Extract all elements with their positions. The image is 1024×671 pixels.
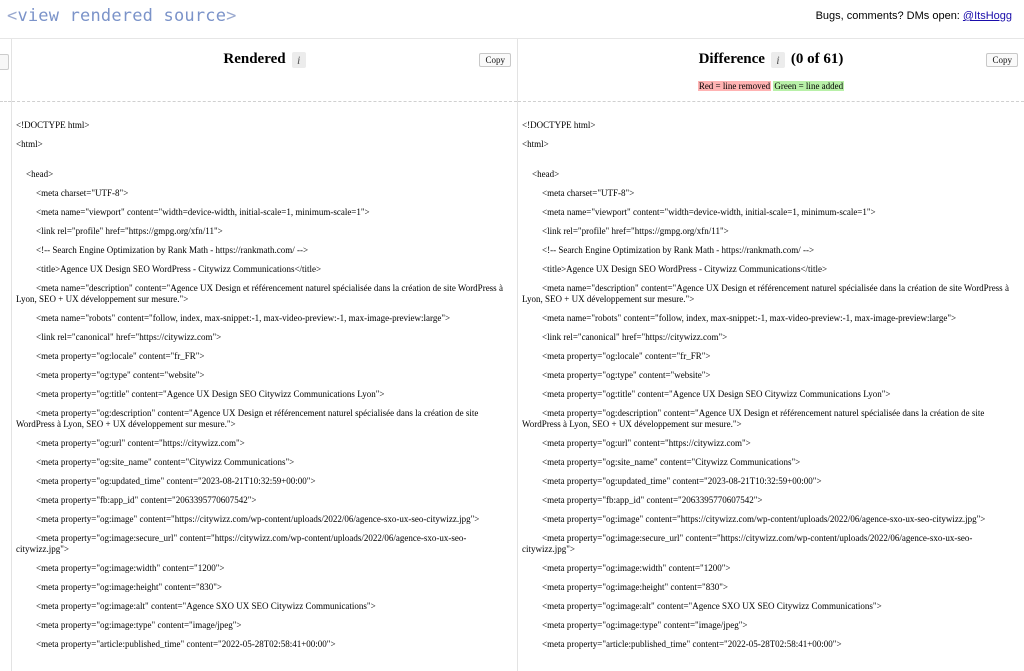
code-line: <meta property="og:updated_time" content="2023-08-21T10:32:59+00:00"> [36,476,316,486]
code-line: <meta property="og:site_name" content="Citywizz Communications"> [542,457,801,467]
code-line: <meta property="article:published_time" content="2022-05-28T02:58:41+00:00"> [36,639,336,649]
rendered-title: Rendered [223,51,286,67]
code-line: <meta property="og:title" content="Agence UX Design SEO Citywizz Communications Lyon"> [36,389,385,399]
code-line: <meta property="og:updated_time" content="2023-08-21T10:32:59+00:00"> [542,476,822,486]
code-line: <title>Agence UX Design SEO WordPress - Citywizz Communications</title> [36,264,322,274]
code-line: <meta name="robots" content="follow, index, max-snippet:-1, max-video-preview:-1, max-image-preview:large"> [36,313,451,323]
code-line: <meta property="og:description" content="Agence UX Design et référencement naturel spécialisée dans la création de site WordPress à Lyon, SEO + UX développement sur mesure."> [522,408,987,429]
code-line: <meta property="og:locale" content="fr_FR"> [36,351,205,361]
code-line: <!-- Search Engine Optimization by Rank Math - https://rankmath.com/ --> [542,245,815,255]
code-line: <link rel="profile" href="https://gmpg.org/xfn/11"> [542,226,729,236]
code-line: <meta property="fb:app_id" content="2063395770607542"> [36,495,257,505]
code-line: <meta property="og:image:height" content="830"> [36,582,222,592]
pane-divider [518,101,1024,102]
code-line: <meta property="og:image:secure_url" content="https://citywizz.com/wp-content/uploads/2022/06/agence-sxo-ux-seo-citywizz.jpg"> [16,533,467,554]
code-line: <meta property="og:image:type" content="image/jpeg"> [36,620,242,630]
info-icon[interactable]: i [771,52,785,68]
difference-pane [518,39,1024,671]
code-line: <link rel="profile" href="https://gmpg.org/xfn/11"> [36,226,223,236]
code-line: <meta property="og:image:height" content="830"> [542,582,728,592]
legend-removed: Red = line removed [698,81,771,91]
code-line: <meta name="viewport" content="width=device-width, initial-scale=1, minimum-scale=1"> [542,207,876,217]
code-line: <meta property="article:published_time" content="2022-05-28T02:58:41+00:00"> [542,639,842,649]
code-line: <meta property="og:image:type" content="image/jpeg"> [542,620,748,630]
rendered-heading [12,51,517,68]
difference-heading [518,51,1024,68]
twitter-handle-link[interactable]: @ItsHogg [962,10,1012,22]
rendered-code [16,120,511,658]
code-line: <title>Agence UX Design SEO WordPress - Citywizz Communications</title> [542,264,828,274]
code-line: <html> [16,139,43,149]
difference-title: Difference [698,51,765,67]
copy-difference-button[interactable]: Copy [986,53,1018,67]
code-line: <link rel="canonical" href="https://citywizz.com"> [542,332,728,342]
logo-text: view rendered source [17,6,227,26]
top-bar [0,0,1024,38]
code-line: <meta name="robots" content="follow, index, max-snippet:-1, max-video-preview:-1, max-image-preview:large"> [542,313,957,323]
code-line: <meta property="fb:app_id" content="2063395770607542"> [542,495,763,505]
pane-divider [0,101,11,102]
difference-code [522,120,1018,658]
code-line: <meta property="og:url" content="https://citywizz.com"> [542,438,751,448]
difference-count: (0 of 61) [790,51,844,67]
code-line: <meta property="og:type" content="website"> [542,370,711,380]
legend-added: Green = line added [774,81,844,91]
copy-rendered-button[interactable]: Copy [479,53,511,67]
code-line: <meta name="viewport" content="width=device-width, initial-scale=1, minimum-scale=1"> [36,207,370,217]
code-line: <meta property="og:image:width" content="1200"> [542,563,731,573]
feedback-text: Bugs, comments? DMs open: [815,10,963,22]
code-line: <!DOCTYPE html> [16,120,90,130]
code-line: <meta name="description" content="Agence UX Design et référencement naturel spécialisée dans la création de site WordPress à Lyon, SEO + UX développement sur mesure."> [522,283,1012,304]
code-line: <meta property="og:image" content="https://citywizz.com/wp-content/uploads/2022/06/agence-sxo-ux-seo-citywizz.jpg"> [36,514,480,524]
pane-divider [12,101,517,102]
code-line: <meta property="og:image:alt" content="Agence SXO UX SEO Citywizz Communications"> [36,601,376,611]
code-line: <meta name="description" content="Agence UX Design et référencement naturel spécialisée dans la création de site WordPress à Lyon, SEO + UX développement sur mesure."> [16,283,506,304]
code-line: <meta property="og:image" content="https://citywizz.com/wp-content/uploads/2022/06/agence-sxo-ux-seo-citywizz.jpg"> [542,514,986,524]
code-line: <head> [532,169,560,179]
code-line: <meta charset="UTF-8"> [36,188,129,198]
copy-button-partial[interactable] [0,54,9,70]
rendered-pane [12,39,518,671]
code-line: <meta property="og:title" content="Agence UX Design SEO Citywizz Communications Lyon"> [542,389,891,399]
code-line: <html> [522,139,549,149]
code-line: <meta property="og:type" content="website"> [36,370,205,380]
feedback-note [816,10,1012,22]
code-line: <meta property="og:url" content="https://citywizz.com"> [36,438,245,448]
diff-legend [518,81,1024,91]
info-icon[interactable]: i [292,52,306,68]
code-line: <link rel="canonical" href="https://citywizz.com"> [36,332,222,342]
site-logo[interactable]: <view rendered source> [7,6,237,26]
code-line: <meta property="og:image:width" content="1200"> [36,563,225,573]
code-line: <meta property="og:locale" content="fr_FR"> [542,351,711,361]
code-line: <head> [26,169,54,179]
code-line: <meta property="og:image:alt" content="Agence SXO UX SEO Citywizz Communications"> [542,601,882,611]
code-line: <meta property="og:image:secure_url" content="https://citywizz.com/wp-content/uploads/2022/06/agence-sxo-ux-seo-citywizz.jpg"> [522,533,973,554]
code-line: <meta charset="UTF-8"> [542,188,635,198]
code-line: <!-- Search Engine Optimization by Rank Math - https://rankmath.com/ --> [36,245,309,255]
code-line: <!DOCTYPE html> [522,120,596,130]
code-line: <meta property="og:site_name" content="Citywizz Communications"> [36,457,295,467]
original-pane-collapsed [0,39,12,671]
code-line: <meta property="og:description" content="Agence UX Design et référencement naturel spécialisée dans la création de site WordPress à Lyon, SEO + UX développement sur mesure."> [16,408,481,429]
